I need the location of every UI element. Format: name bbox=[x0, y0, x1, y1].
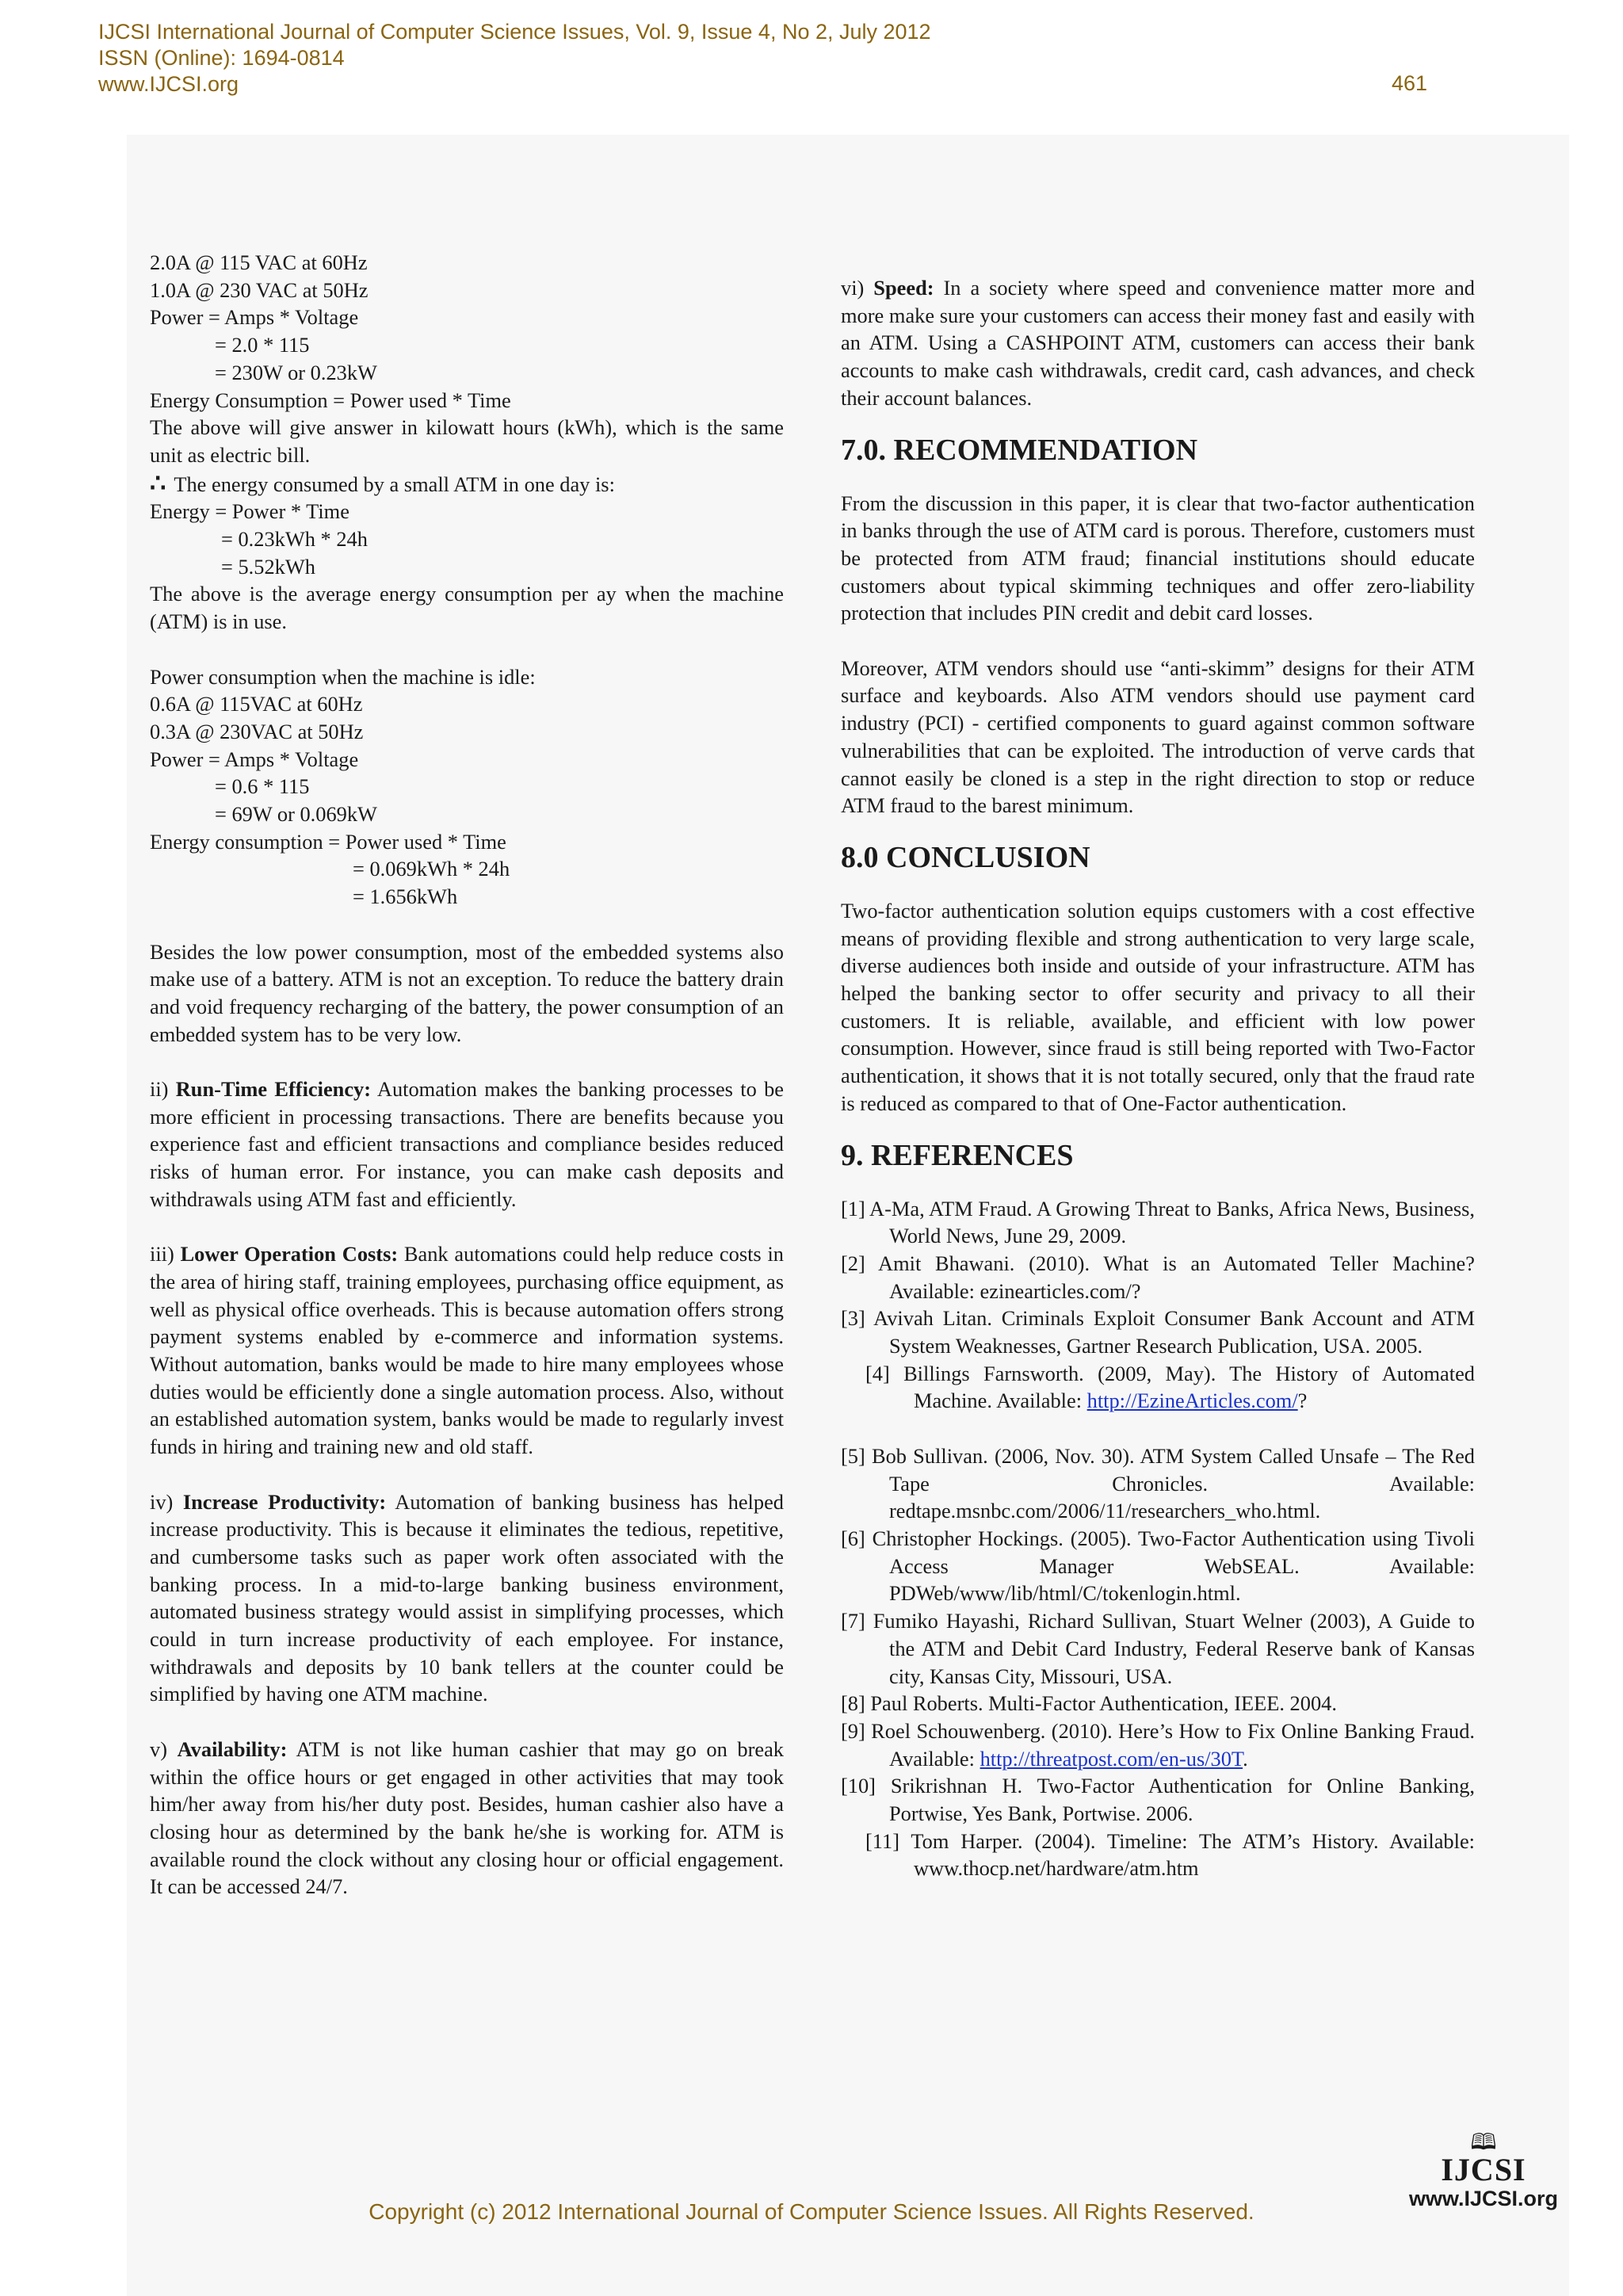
reference-item: [10] Srikrishnan H. Two-Factor Authentication for Online Banking, Portwise, Yes Bank, Portwise. 2006. bbox=[841, 1774, 1475, 1826]
reference-item: [2] Amit Bhawani. (2010). What is an Automated Teller Machine? Available: ezinearticles.com/? bbox=[841, 1251, 1475, 1303]
header-issn: ISSN (Online): 1694-0814 bbox=[98, 46, 345, 70]
logo-url[interactable]: www.IJCSI.org bbox=[1408, 2187, 1559, 2210]
reference-item: [11] Tom Harper. (2004). Timeline: The ATM’s History. Available: www.thocp.net/hardware/atm.htm bbox=[865, 1828, 1475, 1881]
item-heading: Availability: bbox=[177, 1736, 288, 1761]
paragraph-availability bbox=[150, 1736, 784, 1901]
item-body: ATM is not like human cashier that may go on break within the office hours or get engaged in other activities that may took him/her away from his/her duty post. Besides, human cashier also have a closing hour as determined by the bank he/she is working for. ATM is available round the clock without any closing hour or official engagement. It can be accessed 24/7. bbox=[150, 1736, 784, 1899]
item-body: Bank automations could help reduce costs in the area of hiring staff, training employees, purchasing office equipment, as well as physical office overheads. This is because automation offers strong payment systems enabled by e-commerce and information systems. Without automation, banks would be made to hire many employees whose duties would be efficiently done a single automation process. Also, without an established automation system, banks would be made to regularly invest funds in hiring and training new and old staff. bbox=[150, 1242, 784, 1459]
text-line: = 0.6 * 115 bbox=[215, 774, 310, 799]
text-line: 2.0A @ 115 VAC at 60Hz bbox=[150, 250, 368, 274]
text-line: = 230W or 0.23kW bbox=[215, 360, 377, 384]
page-number: 461 bbox=[1392, 71, 1428, 95]
text-line: Power = Amps * Voltage bbox=[150, 747, 359, 771]
section-heading-recommendation: 7.0. RECOMMENDATION bbox=[841, 433, 1198, 467]
paragraph-run-time-efficiency bbox=[150, 1075, 784, 1213]
reference-text: . bbox=[1243, 1746, 1248, 1771]
therefore-symbol: ∴ bbox=[150, 468, 166, 497]
paragraph-lower-operation-costs bbox=[150, 1240, 784, 1461]
text-line: 0.3A @ 230VAC at 50Hz bbox=[150, 719, 364, 743]
reference-item bbox=[841, 1717, 1475, 1772]
text-line: = 0.069kWh * 24h bbox=[353, 857, 510, 881]
item-prefix: iv) bbox=[150, 1489, 183, 1514]
reference-text: ? bbox=[1297, 1389, 1308, 1413]
paragraph-speed bbox=[841, 274, 1475, 412]
text-line: Power consumption when the machine is idle: bbox=[150, 664, 536, 689]
paragraph: From the discussion in this paper, it is clear that two-factor authentication in banks through the use of ATM card is porous. Therefore, customers must be protected from ATM fraud; financial institutions should educate customers about typical skimming techniques and offer zero-liability protection that includes PIN credit and debit card losses. bbox=[841, 491, 1475, 625]
reference-link[interactable]: http://threatpost.com/en-us/30T bbox=[980, 1746, 1243, 1771]
book-icon: 🕮 bbox=[1470, 2130, 1497, 2155]
reference-text: [4] Billings Farnsworth. (2009, May). The History of Automated Machine. Available: bbox=[865, 1361, 1475, 1413]
item-prefix: v) bbox=[150, 1736, 178, 1761]
reference-link[interactable]: http://EzineArticles.com/ bbox=[1086, 1389, 1298, 1413]
reference-item: [7] Fumiko Hayashi, Richard Sullivan, Stuart Welner (2003), A Guide to the ATM and Debit Card Industry, Federal Reserve bank of Kansas city, Kansas City, Missouri, USA. bbox=[841, 1609, 1475, 1688]
section-heading-references: 9. REFERENCES bbox=[841, 1138, 1074, 1172]
copyright-footer: Copyright (c) 2012 International Journal of Computer Science Issues. All Rights Reserved. bbox=[369, 2199, 1254, 2224]
item-heading: Lower Operation Costs: bbox=[180, 1242, 399, 1266]
reference-item: [6] Christopher Hockings. (2005). Two-Factor Authentication using Tivoli Access Manager WebSEAL. Available: PDWeb/www/lib/html/C/tokenlogin.html. bbox=[841, 1526, 1475, 1606]
paragraph: Besides the low power consumption, most of the embedded systems also make use of a battery. ATM is not an exception. To reduce the battery drain and void frequency recharging of the battery, the power consumption of an embedded system has to be very low. bbox=[150, 939, 784, 1046]
left-column bbox=[150, 249, 784, 1901]
text-line: = 1.656kWh bbox=[353, 884, 458, 909]
reference-text: [9] Roel Schouwenberg. (2010). Here’s How to Fix Online Banking Fraud. Available: bbox=[841, 1718, 1475, 1771]
text-line: = 0.23kWh * 24h bbox=[221, 527, 368, 552]
text-line: Energy Consumption = Power used * Time bbox=[150, 388, 511, 412]
text-line: 0.6A @ 115VAC at 60Hz bbox=[150, 692, 363, 716]
text-line: 1.0A @ 230 VAC at 50Hz bbox=[150, 277, 369, 302]
journal-header bbox=[98, 19, 931, 97]
reference-item: [1] A-Ma, ATM Fraud. A Growing Threat to Banks, Africa News, Business, World News, June 29, 2009. bbox=[841, 1196, 1475, 1248]
right-column bbox=[841, 274, 1475, 1882]
item-prefix: vi) bbox=[841, 276, 874, 300]
item-heading: Speed: bbox=[873, 276, 934, 300]
text-line: = 5.52kWh bbox=[221, 554, 315, 579]
text-line: Energy consumption = Power used * Time bbox=[150, 829, 506, 854]
item-prefix: iii) bbox=[150, 1242, 181, 1266]
item-body: In a society where speed and convenience matter more and more make sure your customers can access their money fast and easily with an ATM. Using a CASHPOINT ATM, customers can access their bank accounts to make cash withdrawals, credit card, cash advances, and check their account balances. bbox=[841, 276, 1475, 410]
paragraph: The above will give answer in kilowatt hours (kWh), which is the same unit as electric bill. bbox=[150, 415, 784, 467]
item-body: Automation makes the banking processes to be more efficient in processing transactions. There are benefits because you experience fast and efficient transactions and compliance besides reduced risks of human error. For instance, you can make cash deposits and withdrawals using ATM fast and efficiently. bbox=[150, 1077, 784, 1211]
reference-item: [8] Paul Roberts. Multi-Factor Authentication, IEEE. 2004. bbox=[841, 1691, 1337, 1716]
paragraph: Moreover, ATM vendors should use “anti-skimm” designs for their ATM surface and keyboards. Also ATM vendors should use payment card industry (PCI) - certified components to guard against common software vulnerabilities that can be exploited. The introduction of verve cards that cannot easily be cloned is a step in the right direction to stop or reduce ATM fraud to the barest minimum. bbox=[841, 655, 1475, 818]
reference-item: [5] Bob Sullivan. (2006, Nov. 30). ATM System Called Unsafe – The Red Tape Chronicles. Available: redtape.msnbc.com/2006/11/researchers_who.html. bbox=[841, 1443, 1475, 1523]
item-heading: Increase Productivity: bbox=[182, 1489, 387, 1514]
logo-text: IJCSI bbox=[1441, 2152, 1526, 2187]
paragraph-increase-productivity bbox=[150, 1488, 784, 1709]
text-line: Energy = Power * Time bbox=[150, 499, 349, 524]
text-line: = 69W or 0.069kW bbox=[215, 802, 377, 827]
section-heading-conclusion: 8.0 CONCLUSION bbox=[841, 840, 1090, 874]
paragraph: The above is the average energy consumption per ay when the machine (ATM) is in use. bbox=[150, 582, 784, 634]
item-body: Automation of banking business has helped increase productivity. This is because it eliminates the tedious, repetitive, and cumbersome tasks such as paper work often associated with the banking process. In a mid-to-large banking business environment, automated business strategy would assist in simplifying processes, which could in turn increase productivity of each employee. For instance, withdrawals and deposits by 10 bank tellers at the counter could be simplified by having one ATM machine. bbox=[150, 1489, 784, 1706]
item-heading: Run-Time Efficiency: bbox=[175, 1077, 372, 1102]
therefore-text: The energy consumed by a small ATM in one day is: bbox=[174, 472, 615, 496]
reference-item: [3] Avivah Litan. Criminals Exploit Consumer Bank Account and ATM System Weaknesses, Gartner Research Publication, USA. 2005. bbox=[841, 1306, 1475, 1358]
item-prefix: ii) bbox=[150, 1077, 176, 1102]
paragraph: Two-factor authentication solution equips customers with a cost effective means of providing flexible and strong authentication to very large scale, diverse audiences both inside and outside of your infrastructure. ATM has helped the banking sector to offer security and privacy to all their customers. It is reliable, available, and efficient with low power consumption. However, since fraud is still being reported with Two-Factor authentication, it shows that it is not totally secured, only that the fraud rate is reduced as compared to that of One-Factor authentication. bbox=[841, 898, 1475, 1115]
text-line: = 2.0 * 115 bbox=[215, 333, 310, 357]
header-website[interactable]: www.IJCSI.org bbox=[98, 72, 239, 96]
header-journal-title: IJCSI International Journal of Computer Science Issues, Vol. 9, Issue 4, No 2, July 2012 bbox=[98, 20, 931, 44]
text-line bbox=[150, 469, 784, 499]
reference-item bbox=[841, 1360, 1475, 1415]
text-line: Power = Amps * Voltage bbox=[150, 305, 359, 330]
